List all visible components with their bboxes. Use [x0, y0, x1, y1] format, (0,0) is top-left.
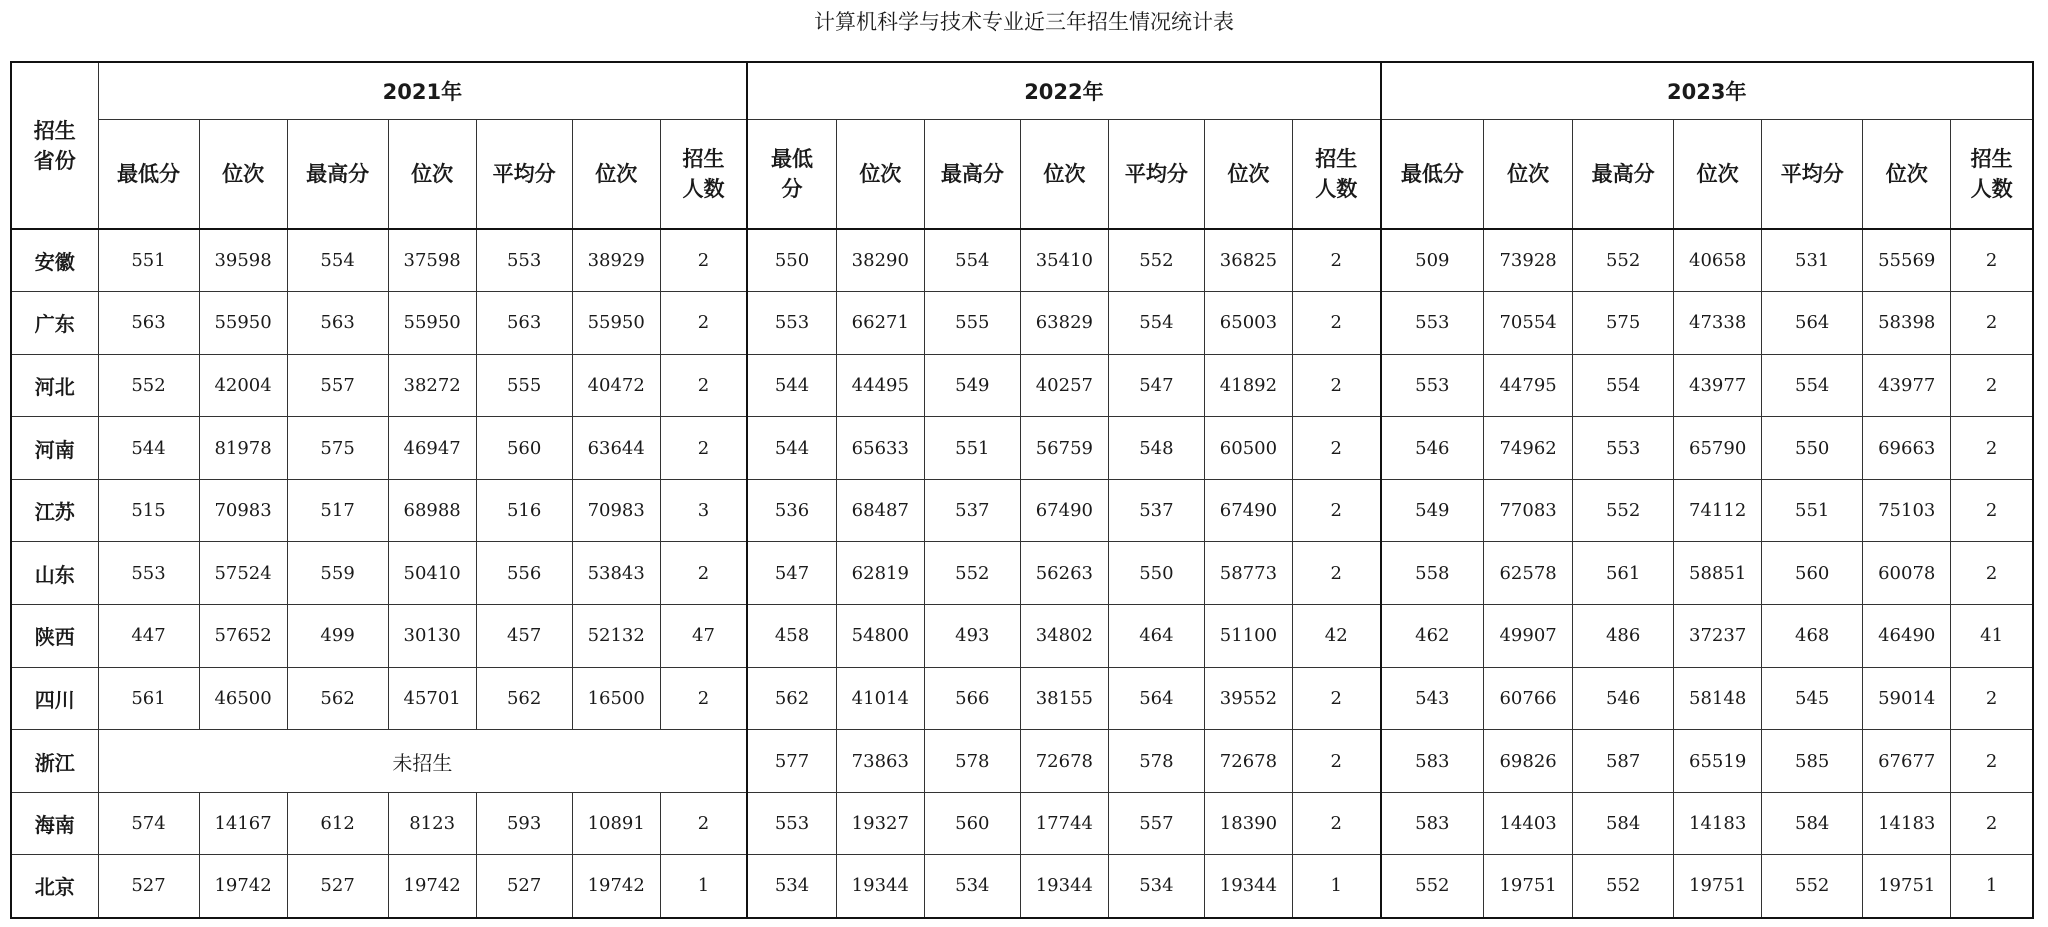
cell-rank-min-2022: 65633	[836, 417, 924, 480]
cell-rank-min-2021: 39598	[199, 229, 287, 292]
cell-rank-avg-2021: 38929	[572, 229, 660, 292]
cell-enroll-count-2022: 42	[1292, 605, 1380, 668]
cell-avg-score-2022: 537	[1108, 479, 1204, 542]
cell-min-score-2023: 509	[1381, 229, 1484, 292]
cell-rank-max-2022: 17744	[1020, 792, 1108, 855]
cell-rank-min-2023: 69826	[1484, 730, 1573, 793]
cell-rank-min-2022: 19327	[836, 792, 924, 855]
cell-rank-min-2021: 42004	[199, 354, 287, 417]
cell-enroll-count-2022: 2	[1292, 542, 1380, 605]
cell-rank-avg-2023: 46490	[1863, 605, 1951, 668]
cell-enroll-count-2023: 41	[1951, 605, 2033, 668]
cell-max-score-2023: 552	[1573, 229, 1674, 292]
cell-rank-max-2021: 30130	[388, 605, 476, 668]
cell-enroll-count-2021: 47	[660, 605, 747, 668]
cell-rank-max-2022: 56263	[1020, 542, 1108, 605]
cell-min-score-2022: 544	[747, 417, 836, 480]
col-avg-score-2023: 平均分	[1762, 120, 1863, 230]
cell-rank-min-2021: 55950	[199, 292, 287, 355]
cell-enroll-count-2021: 1	[660, 855, 747, 918]
cell-max-score-2021: 575	[287, 417, 388, 480]
table-row	[11, 605, 2033, 668]
table-row	[11, 229, 2033, 292]
cell-rank-avg-2022: 67490	[1204, 479, 1292, 542]
cell-avg-score-2023: 552	[1762, 855, 1863, 918]
table-row	[11, 730, 2033, 793]
table-row	[11, 792, 2033, 855]
cell-rank-avg-2022: 36825	[1204, 229, 1292, 292]
cell-rank-min-2023: 77083	[1484, 479, 1573, 542]
province-cell: 江苏	[11, 479, 98, 542]
cell-rank-max-2022: 40257	[1020, 354, 1108, 417]
cell-rank-avg-2022: 39552	[1204, 667, 1292, 730]
table-row	[11, 292, 2033, 355]
cell-rank-avg-2022: 19344	[1204, 855, 1292, 918]
cell-rank-max-2023: 37237	[1674, 605, 1762, 668]
cell-rank-avg-2022: 18390	[1204, 792, 1292, 855]
cell-avg-score-2021: 457	[476, 605, 572, 668]
cell-rank-min-2022: 73863	[836, 730, 924, 793]
cell-min-score-2022: 553	[747, 792, 836, 855]
col-enroll-2023: 招生 人数	[1951, 120, 2033, 230]
cell-enroll-count-2022: 1	[1292, 855, 1380, 918]
cell-avg-score-2021: 563	[476, 292, 572, 355]
cell-rank-max-2023: 65519	[1674, 730, 1762, 793]
cell-enroll-count-2022: 2	[1292, 417, 1380, 480]
cell-avg-score-2021: 516	[476, 479, 572, 542]
cell-max-score-2022: 555	[924, 292, 1020, 355]
cell-rank-min-2022: 19344	[836, 855, 924, 918]
province-column-header: 招生 省份	[11, 62, 98, 229]
cell-enroll-count-2021: 2	[660, 542, 747, 605]
cell-avg-score-2022: 564	[1108, 667, 1204, 730]
cell-avg-score-2023: 551	[1762, 479, 1863, 542]
cell-rank-avg-2021: 40472	[572, 354, 660, 417]
cell-avg-score-2023: 560	[1762, 542, 1863, 605]
cell-rank-avg-2023: 67677	[1863, 730, 1951, 793]
cell-min-score-2022: 550	[747, 229, 836, 292]
cell-enroll-count-2023: 2	[1951, 730, 2033, 793]
col-rank-2021: 位次	[388, 120, 476, 230]
cell-enroll-count-2021: 2	[660, 667, 747, 730]
cell-max-score-2023: 554	[1573, 354, 1674, 417]
col-max-score-2021: 最高分	[287, 120, 388, 230]
col-rank-2021: 位次	[199, 120, 287, 230]
col-enroll-2021: 招生 人数	[660, 120, 747, 230]
cell-rank-max-2022: 35410	[1020, 229, 1108, 292]
cell-rank-min-2021: 14167	[199, 792, 287, 855]
cell-rank-min-2022: 38290	[836, 229, 924, 292]
cell-enroll-count-2021: 2	[660, 354, 747, 417]
cell-avg-score-2022: 464	[1108, 605, 1204, 668]
cell-min-score-2021: 574	[98, 792, 199, 855]
cell-avg-score-2022: 548	[1108, 417, 1204, 480]
cell-max-score-2021: 612	[287, 792, 388, 855]
cell-max-score-2021: 527	[287, 855, 388, 918]
cell-max-score-2021: 559	[287, 542, 388, 605]
cell-rank-min-2022: 62819	[836, 542, 924, 605]
province-cell: 四川	[11, 667, 98, 730]
cell-max-score-2022: 551	[924, 417, 1020, 480]
cell-max-score-2022: 493	[924, 605, 1020, 668]
cell-rank-max-2023: 43977	[1674, 354, 1762, 417]
col-enroll-2022: 招生 人数	[1292, 120, 1380, 230]
table-body	[11, 229, 2033, 918]
not-enrolled-note: 未招生	[98, 730, 747, 793]
cell-min-score-2023: 462	[1381, 605, 1484, 668]
cell-max-score-2023: 587	[1573, 730, 1674, 793]
cell-rank-avg-2021: 53843	[572, 542, 660, 605]
cell-min-score-2022: 536	[747, 479, 836, 542]
col-rank-2022: 位次	[1204, 120, 1292, 230]
cell-rank-max-2021: 46947	[388, 417, 476, 480]
cell-avg-score-2023: 554	[1762, 354, 1863, 417]
cell-enroll-count-2023: 1	[1951, 855, 2033, 918]
cell-avg-score-2022: 557	[1108, 792, 1204, 855]
cell-max-score-2021: 557	[287, 354, 388, 417]
cell-min-score-2023: 558	[1381, 542, 1484, 605]
col-min-score-2021: 最低分	[98, 120, 199, 230]
cell-min-score-2021: 552	[98, 354, 199, 417]
cell-rank-min-2023: 14403	[1484, 792, 1573, 855]
cell-min-score-2022: 562	[747, 667, 836, 730]
cell-min-score-2023: 546	[1381, 417, 1484, 480]
cell-rank-min-2023: 74962	[1484, 417, 1573, 480]
cell-rank-max-2021: 38272	[388, 354, 476, 417]
cell-min-score-2021: 563	[98, 292, 199, 355]
cell-avg-score-2023: 585	[1762, 730, 1863, 793]
province-cell: 河南	[11, 417, 98, 480]
cell-avg-score-2021: 560	[476, 417, 572, 480]
col-avg-score-2021: 平均分	[476, 120, 572, 230]
cell-min-score-2021: 447	[98, 605, 199, 668]
col-rank-2021: 位次	[572, 120, 660, 230]
cell-enroll-count-2021: 2	[660, 229, 747, 292]
cell-rank-avg-2021: 16500	[572, 667, 660, 730]
cell-rank-avg-2023: 60078	[1863, 542, 1951, 605]
admission-table	[10, 61, 2034, 919]
cell-rank-max-2022: 19344	[1020, 855, 1108, 918]
col-rank-2022: 位次	[836, 120, 924, 230]
cell-min-score-2023: 543	[1381, 667, 1484, 730]
cell-rank-min-2022: 66271	[836, 292, 924, 355]
table-row	[11, 354, 2033, 417]
cell-rank-avg-2023: 55569	[1863, 229, 1951, 292]
cell-max-score-2022: 552	[924, 542, 1020, 605]
cell-rank-avg-2021: 52132	[572, 605, 660, 668]
cell-max-score-2021: 554	[287, 229, 388, 292]
cell-max-score-2021: 499	[287, 605, 388, 668]
cell-rank-min-2022: 41014	[836, 667, 924, 730]
cell-min-score-2021: 527	[98, 855, 199, 918]
cell-avg-score-2021: 593	[476, 792, 572, 855]
cell-rank-max-2021: 50410	[388, 542, 476, 605]
cell-avg-score-2023: 550	[1762, 417, 1863, 480]
cell-rank-min-2021: 57524	[199, 542, 287, 605]
cell-rank-avg-2023: 75103	[1863, 479, 1951, 542]
table-row	[11, 667, 2033, 730]
cell-avg-score-2021: 553	[476, 229, 572, 292]
cell-rank-min-2022: 54800	[836, 605, 924, 668]
cell-enroll-count-2021: 3	[660, 479, 747, 542]
cell-rank-min-2021: 57652	[199, 605, 287, 668]
cell-enroll-count-2021: 2	[660, 792, 747, 855]
cell-rank-avg-2023: 58398	[1863, 292, 1951, 355]
cell-rank-max-2021: 68988	[388, 479, 476, 542]
province-cell: 北京	[11, 855, 98, 918]
cell-enroll-count-2023: 2	[1951, 792, 2033, 855]
cell-min-score-2023: 553	[1381, 354, 1484, 417]
cell-rank-avg-2021: 63644	[572, 417, 660, 480]
cell-rank-avg-2021: 70983	[572, 479, 660, 542]
cell-rank-avg-2022: 41892	[1204, 354, 1292, 417]
cell-rank-avg-2022: 72678	[1204, 730, 1292, 793]
cell-rank-avg-2022: 65003	[1204, 292, 1292, 355]
col-rank-2023: 位次	[1674, 120, 1762, 230]
cell-max-score-2022: 566	[924, 667, 1020, 730]
cell-max-score-2023: 584	[1573, 792, 1674, 855]
cell-rank-max-2022: 34802	[1020, 605, 1108, 668]
cell-rank-max-2022: 38155	[1020, 667, 1108, 730]
cell-max-score-2022: 534	[924, 855, 1020, 918]
cell-rank-min-2021: 19742	[199, 855, 287, 918]
cell-max-score-2023: 561	[1573, 542, 1674, 605]
cell-avg-score-2022: 578	[1108, 730, 1204, 793]
cell-avg-score-2022: 550	[1108, 542, 1204, 605]
cell-enroll-count-2022: 2	[1292, 354, 1380, 417]
province-cell: 海南	[11, 792, 98, 855]
cell-min-score-2021: 561	[98, 667, 199, 730]
cell-min-score-2022: 544	[747, 354, 836, 417]
cell-max-score-2023: 486	[1573, 605, 1674, 668]
cell-min-score-2021: 544	[98, 417, 199, 480]
cell-enroll-count-2023: 2	[1951, 479, 2033, 542]
cell-avg-score-2023: 531	[1762, 229, 1863, 292]
cell-rank-max-2021: 45701	[388, 667, 476, 730]
cell-rank-avg-2022: 58773	[1204, 542, 1292, 605]
cell-avg-score-2023: 584	[1762, 792, 1863, 855]
cell-enroll-count-2023: 2	[1951, 542, 2033, 605]
cell-rank-max-2022: 67490	[1020, 479, 1108, 542]
cell-min-score-2022: 577	[747, 730, 836, 793]
cell-min-score-2022: 547	[747, 542, 836, 605]
cell-rank-avg-2023: 19751	[1863, 855, 1951, 918]
cell-max-score-2021: 563	[287, 292, 388, 355]
province-cell: 陕西	[11, 605, 98, 668]
cell-rank-max-2021: 37598	[388, 229, 476, 292]
cell-max-score-2022: 560	[924, 792, 1020, 855]
cell-enroll-count-2023: 2	[1951, 229, 2033, 292]
cell-rank-min-2021: 70983	[199, 479, 287, 542]
cell-avg-score-2021: 556	[476, 542, 572, 605]
year-header-2021: 2021年	[98, 62, 747, 120]
cell-max-score-2023: 552	[1573, 479, 1674, 542]
cell-max-score-2022: 549	[924, 354, 1020, 417]
admission-table-container	[10, 61, 2034, 919]
cell-avg-score-2022: 554	[1108, 292, 1204, 355]
cell-enroll-count-2022: 2	[1292, 730, 1380, 793]
cell-rank-min-2023: 19751	[1484, 855, 1573, 918]
cell-min-score-2022: 458	[747, 605, 836, 668]
cell-min-score-2022: 553	[747, 292, 836, 355]
cell-rank-max-2023: 58851	[1674, 542, 1762, 605]
cell-rank-avg-2022: 51100	[1204, 605, 1292, 668]
cell-avg-score-2023: 564	[1762, 292, 1863, 355]
province-cell: 广东	[11, 292, 98, 355]
page-title: 计算机科学与技术专业近三年招生情况统计表	[814, 10, 1234, 34]
cell-enroll-count-2023: 2	[1951, 667, 2033, 730]
cell-max-score-2023: 552	[1573, 855, 1674, 918]
cell-rank-max-2021: 55950	[388, 292, 476, 355]
cell-rank-min-2023: 70554	[1484, 292, 1573, 355]
cell-max-score-2022: 537	[924, 479, 1020, 542]
col-min-score-2022: 最低 分	[747, 120, 836, 230]
cell-avg-score-2022: 552	[1108, 229, 1204, 292]
cell-rank-max-2023: 14183	[1674, 792, 1762, 855]
cell-avg-score-2023: 468	[1762, 605, 1863, 668]
cell-enroll-count-2022: 2	[1292, 479, 1380, 542]
cell-rank-min-2023: 60766	[1484, 667, 1573, 730]
cell-min-score-2023: 549	[1381, 479, 1484, 542]
col-min-score-2023: 最低分	[1381, 120, 1484, 230]
cell-rank-min-2023: 49907	[1484, 605, 1573, 668]
cell-min-score-2023: 553	[1381, 292, 1484, 355]
table-row	[11, 417, 2033, 480]
province-cell: 河北	[11, 354, 98, 417]
cell-rank-min-2023: 62578	[1484, 542, 1573, 605]
year-header-row	[11, 62, 2033, 120]
cell-min-score-2023: 583	[1381, 730, 1484, 793]
year-header-2022: 2022年	[747, 62, 1380, 120]
cell-rank-max-2022: 72678	[1020, 730, 1108, 793]
col-rank-2023: 位次	[1484, 120, 1573, 230]
cell-rank-max-2023: 47338	[1674, 292, 1762, 355]
cell-max-score-2021: 562	[287, 667, 388, 730]
cell-min-score-2021: 551	[98, 229, 199, 292]
cell-rank-avg-2023: 43977	[1863, 354, 1951, 417]
cell-rank-min-2021: 46500	[199, 667, 287, 730]
cell-min-score-2023: 583	[1381, 792, 1484, 855]
cell-rank-max-2023: 74112	[1674, 479, 1762, 542]
cell-avg-score-2021: 527	[476, 855, 572, 918]
cell-rank-avg-2023: 69663	[1863, 417, 1951, 480]
cell-rank-min-2022: 68487	[836, 479, 924, 542]
cell-enroll-count-2022: 2	[1292, 292, 1380, 355]
province-cell: 山东	[11, 542, 98, 605]
cell-enroll-count-2022: 2	[1292, 792, 1380, 855]
col-rank-2023: 位次	[1863, 120, 1951, 230]
cell-rank-max-2023: 65790	[1674, 417, 1762, 480]
col-max-score-2022: 最高分	[924, 120, 1020, 230]
cell-rank-max-2021: 19742	[388, 855, 476, 918]
cell-enroll-count-2021: 2	[660, 292, 747, 355]
cell-rank-avg-2021: 19742	[572, 855, 660, 918]
cell-rank-min-2022: 44495	[836, 354, 924, 417]
col-max-score-2023: 最高分	[1573, 120, 1674, 230]
table-row	[11, 855, 2033, 918]
cell-rank-max-2023: 40658	[1674, 229, 1762, 292]
cell-rank-max-2022: 63829	[1020, 292, 1108, 355]
cell-rank-min-2023: 44795	[1484, 354, 1573, 417]
province-cell: 安徽	[11, 229, 98, 292]
cell-rank-avg-2023: 59014	[1863, 667, 1951, 730]
cell-rank-max-2023: 19751	[1674, 855, 1762, 918]
cell-max-score-2023: 575	[1573, 292, 1674, 355]
cell-enroll-count-2022: 2	[1292, 667, 1380, 730]
cell-enroll-count-2023: 2	[1951, 354, 2033, 417]
table-row	[11, 542, 2033, 605]
cell-max-score-2023: 553	[1573, 417, 1674, 480]
cell-rank-avg-2021: 55950	[572, 292, 660, 355]
cell-rank-min-2021: 81978	[199, 417, 287, 480]
column-header-row	[11, 120, 2033, 230]
col-rank-2022: 位次	[1020, 120, 1108, 230]
province-cell: 浙江	[11, 730, 98, 793]
cell-avg-score-2021: 555	[476, 354, 572, 417]
cell-enroll-count-2023: 2	[1951, 417, 2033, 480]
cell-min-score-2021: 515	[98, 479, 199, 542]
cell-rank-avg-2022: 60500	[1204, 417, 1292, 480]
table-row	[11, 479, 2033, 542]
cell-min-score-2021: 553	[98, 542, 199, 605]
cell-avg-score-2023: 545	[1762, 667, 1863, 730]
cell-enroll-count-2021: 2	[660, 417, 747, 480]
cell-rank-max-2021: 8123	[388, 792, 476, 855]
col-avg-score-2022: 平均分	[1108, 120, 1204, 230]
cell-rank-avg-2021: 10891	[572, 792, 660, 855]
cell-max-score-2023: 546	[1573, 667, 1674, 730]
cell-avg-score-2022: 547	[1108, 354, 1204, 417]
cell-rank-max-2022: 56759	[1020, 417, 1108, 480]
cell-enroll-count-2023: 2	[1951, 292, 2033, 355]
cell-avg-score-2022: 534	[1108, 855, 1204, 918]
cell-rank-max-2023: 58148	[1674, 667, 1762, 730]
cell-min-score-2023: 552	[1381, 855, 1484, 918]
cell-max-score-2022: 578	[924, 730, 1020, 793]
cell-rank-avg-2023: 14183	[1863, 792, 1951, 855]
cell-rank-min-2023: 73928	[1484, 229, 1573, 292]
year-header-2023: 2023年	[1381, 62, 2033, 120]
cell-avg-score-2021: 562	[476, 667, 572, 730]
cell-max-score-2021: 517	[287, 479, 388, 542]
cell-min-score-2022: 534	[747, 855, 836, 918]
cell-max-score-2022: 554	[924, 229, 1020, 292]
cell-enroll-count-2022: 2	[1292, 229, 1380, 292]
